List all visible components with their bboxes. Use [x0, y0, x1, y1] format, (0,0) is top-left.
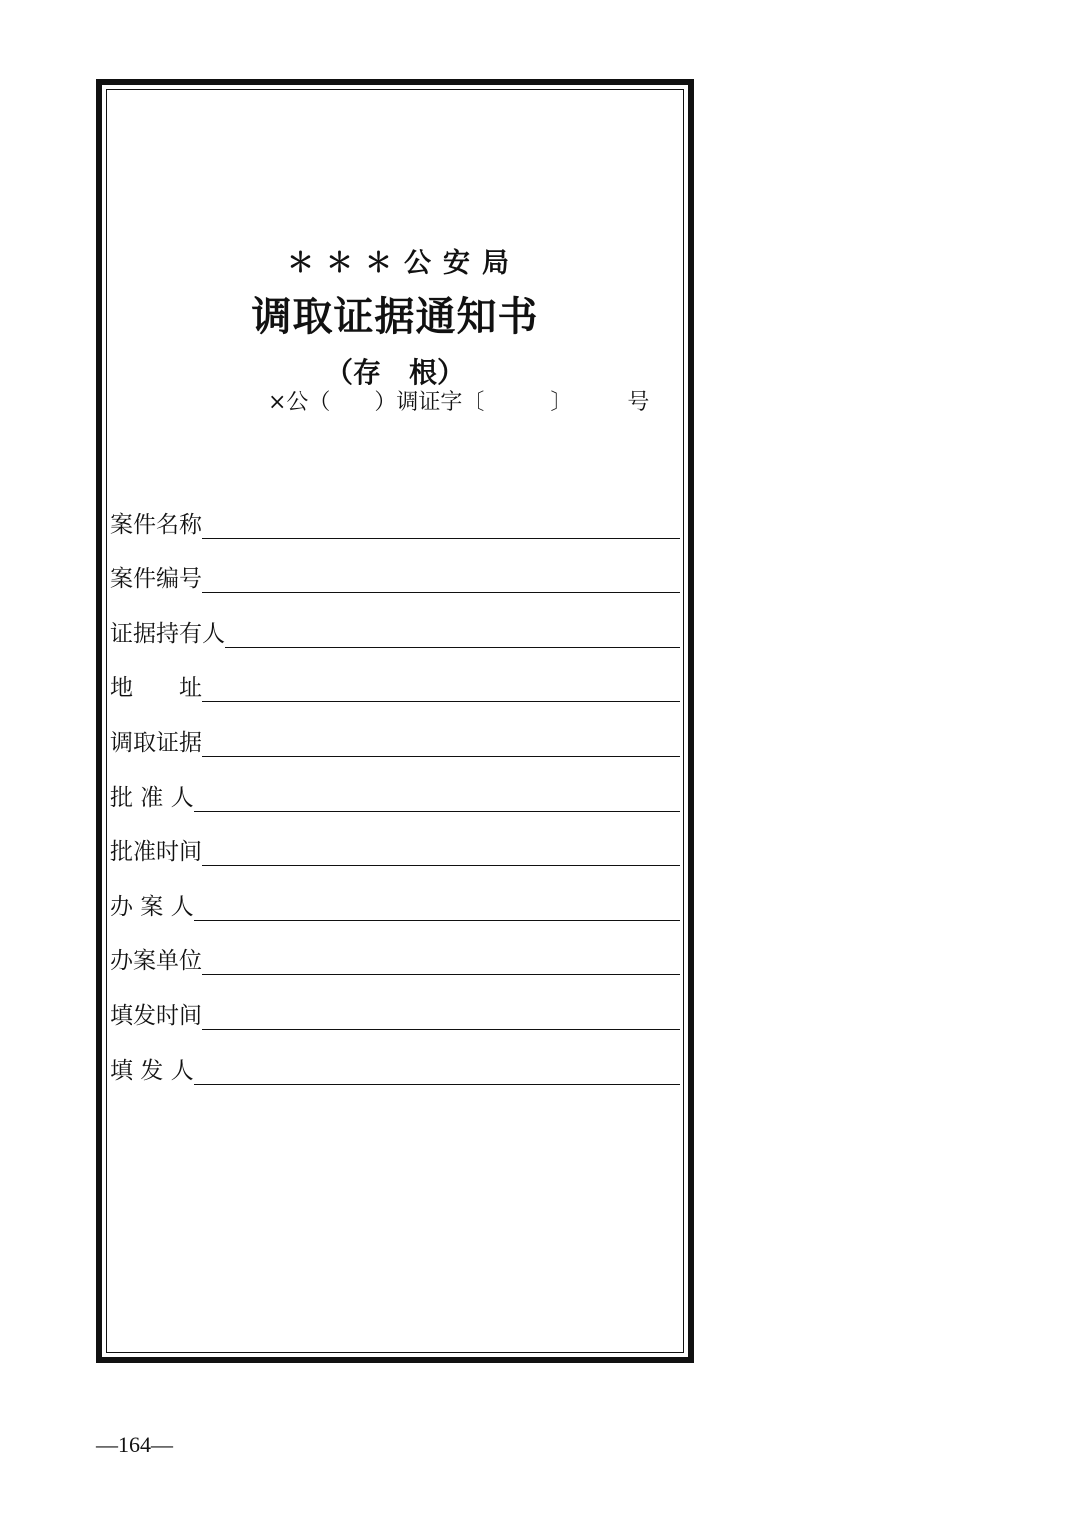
- approver-input-line[interactable]: [194, 811, 680, 812]
- page-number: —164—: [96, 1432, 173, 1457]
- address-input-line[interactable]: [202, 701, 680, 702]
- evidence-holder-input-line[interactable]: [225, 647, 680, 648]
- issuing-authority: ＊＊＊公安局: [287, 248, 521, 279]
- evidence-collected-input-line[interactable]: [202, 756, 680, 757]
- stub-mark: （存 根）: [324, 356, 465, 389]
- field-address: [110, 648, 680, 703]
- field-label: 案件名称: [110, 511, 202, 538]
- form-fields: [110, 484, 680, 1085]
- field-label: 办案单位: [110, 948, 202, 975]
- field-evidence-holder: [110, 593, 680, 648]
- field-case-number: [110, 539, 680, 594]
- field-approver: [110, 757, 680, 812]
- approval-time-input-line[interactable]: [202, 865, 680, 866]
- field-label: 填 发 人: [110, 1057, 194, 1084]
- field-label: 批准时间: [110, 839, 202, 866]
- case-number-input-line[interactable]: [202, 592, 680, 593]
- field-approval-time: [110, 812, 680, 867]
- field-evidence-collected: [110, 702, 680, 757]
- case-name-input-line[interactable]: [202, 538, 680, 539]
- issuer-input-line[interactable]: [194, 1084, 680, 1085]
- field-label: 填发时间: [110, 1002, 202, 1029]
- field-label: 批 准 人: [110, 784, 194, 811]
- field-label: 案件编号: [110, 566, 202, 593]
- field-case-name: [110, 484, 680, 539]
- field-issue-time: [110, 975, 680, 1030]
- field-label: 地 址: [110, 675, 202, 702]
- field-case-handler: [110, 866, 680, 921]
- handling-unit-input-line[interactable]: [202, 974, 680, 975]
- document-number-line: ×公（ ）调证字〔 〕 号: [268, 390, 650, 415]
- issue-time-input-line[interactable]: [202, 1029, 680, 1030]
- case-handler-input-line[interactable]: [194, 920, 680, 921]
- document-title: 调取证据通知书: [251, 293, 539, 340]
- field-handling-unit: [110, 921, 680, 976]
- field-label: 调取证据: [110, 729, 202, 756]
- field-label: 证据持有人: [110, 620, 225, 647]
- field-issuer: [110, 1030, 680, 1085]
- field-label: 办 案 人: [110, 893, 194, 920]
